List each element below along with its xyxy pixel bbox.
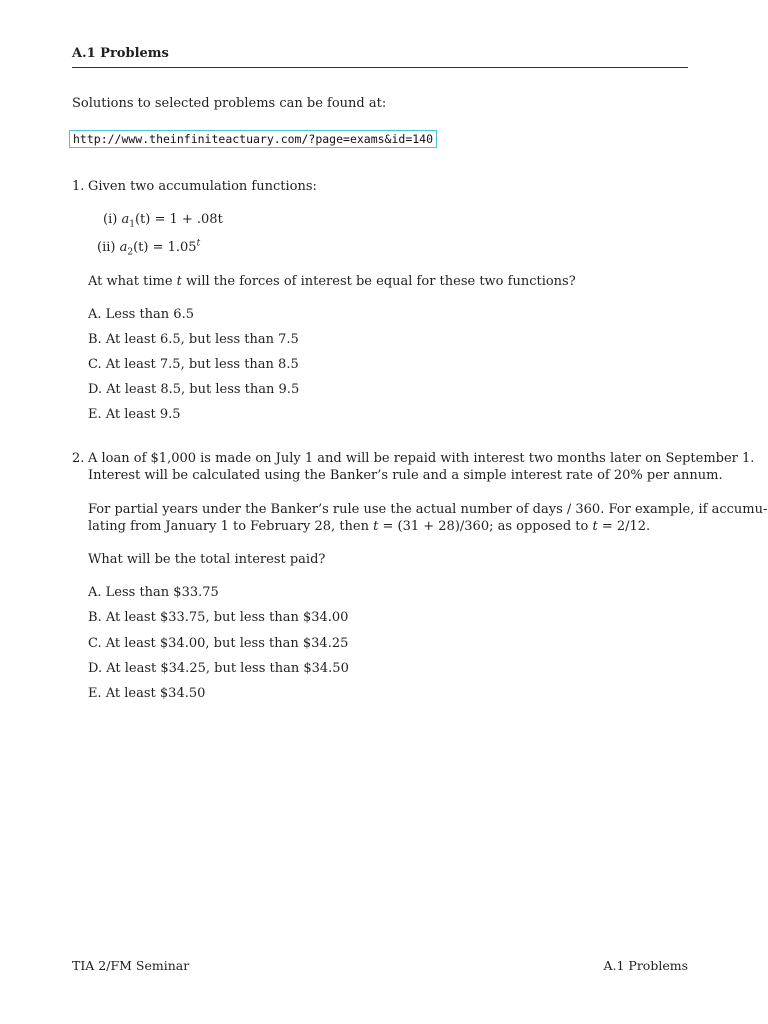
problem-1-number: 1.: [72, 179, 85, 194]
question-text-b: will the forces of interest be equal for these two functions?: [181, 274, 576, 289]
function-exponent: t: [196, 238, 201, 249]
question-variable: t: [176, 274, 182, 289]
function-subscript: 1: [129, 219, 135, 230]
problem-2-question: What will be the total interest paid?: [88, 552, 326, 567]
problem-1-choice-b: B. At least 6.5, but less than 7.5: [88, 332, 299, 347]
question-text-a: At what time: [88, 274, 177, 289]
problem-1-question: [88, 274, 576, 289]
function-body: (t) = 1 + .08t: [134, 212, 223, 227]
header-divider: [72, 67, 688, 68]
para2-text-c: = 2/12.: [597, 519, 651, 534]
intro-text: Solutions to selected problems can be found at:: [72, 96, 387, 111]
problem-1-choice-a: A. Less than 6.5: [88, 307, 194, 322]
problem-2-choice-d: D. At least $34.25, but less than $34.50: [88, 661, 349, 676]
problem-1-item-1: [103, 212, 223, 230]
problem-1-choice-c: C. At least 7.5, but less than 8.5: [88, 357, 299, 372]
problem-1-choice-d: D. At least 8.5, but less than 9.5: [88, 382, 300, 397]
problem-2-choice-c: C. At least $34.00, but less than $34.25: [88, 636, 349, 651]
para2-var-2: t: [592, 519, 598, 534]
item-marker: (ii): [97, 240, 116, 255]
item-marker: (i): [103, 212, 118, 227]
problem-2-number: 2.: [72, 451, 85, 466]
function-name: a: [121, 212, 130, 227]
problem-1-choice-e: E. At least 9.5: [88, 407, 181, 422]
problem-1-prompt: Given two accumulation functions:: [88, 179, 317, 194]
problem-2-choice-e: E. At least $34.50: [88, 686, 206, 701]
para2-text-a: lating from January 1 to February 28, then: [88, 519, 374, 534]
problem-2-choice-a: A. Less than $33.75: [88, 585, 219, 600]
para2-var-1: t: [373, 519, 379, 534]
page-header-title: A.1 Problems: [72, 46, 169, 61]
problem-2-choice-b: B. At least $33.75, but less than $34.00: [88, 610, 349, 625]
problem-2-para2-line2: [88, 519, 650, 534]
function-subscript: 2: [127, 247, 134, 258]
problem-2-para1-line1: A loan of $1,000 is made on July 1 and will be repaid with interest two months later on September 1.: [88, 451, 755, 466]
function-body: (t) = 1.05: [133, 240, 197, 255]
problem-2-para2-line1: For partial years under the Banker’s rule use the actual number of days / 360. For example, if accumu-: [88, 502, 768, 517]
footer-right: A.1 Problems: [603, 958, 688, 973]
solutions-link[interactable]: http://www.theinfiniteactuary.com/?page=exams&id=140: [69, 130, 437, 148]
problem-2-para1-line2: Interest will be calculated using the Banker’s rule and a simple interest rate of 20% per annum.: [88, 468, 723, 483]
problem-1-item-2: [97, 238, 201, 258]
footer-left: TIA 2/FM Seminar: [72, 958, 190, 973]
function-name: a: [119, 240, 128, 255]
para2-text-b: = (31 + 28)/360; as opposed to: [378, 519, 593, 534]
